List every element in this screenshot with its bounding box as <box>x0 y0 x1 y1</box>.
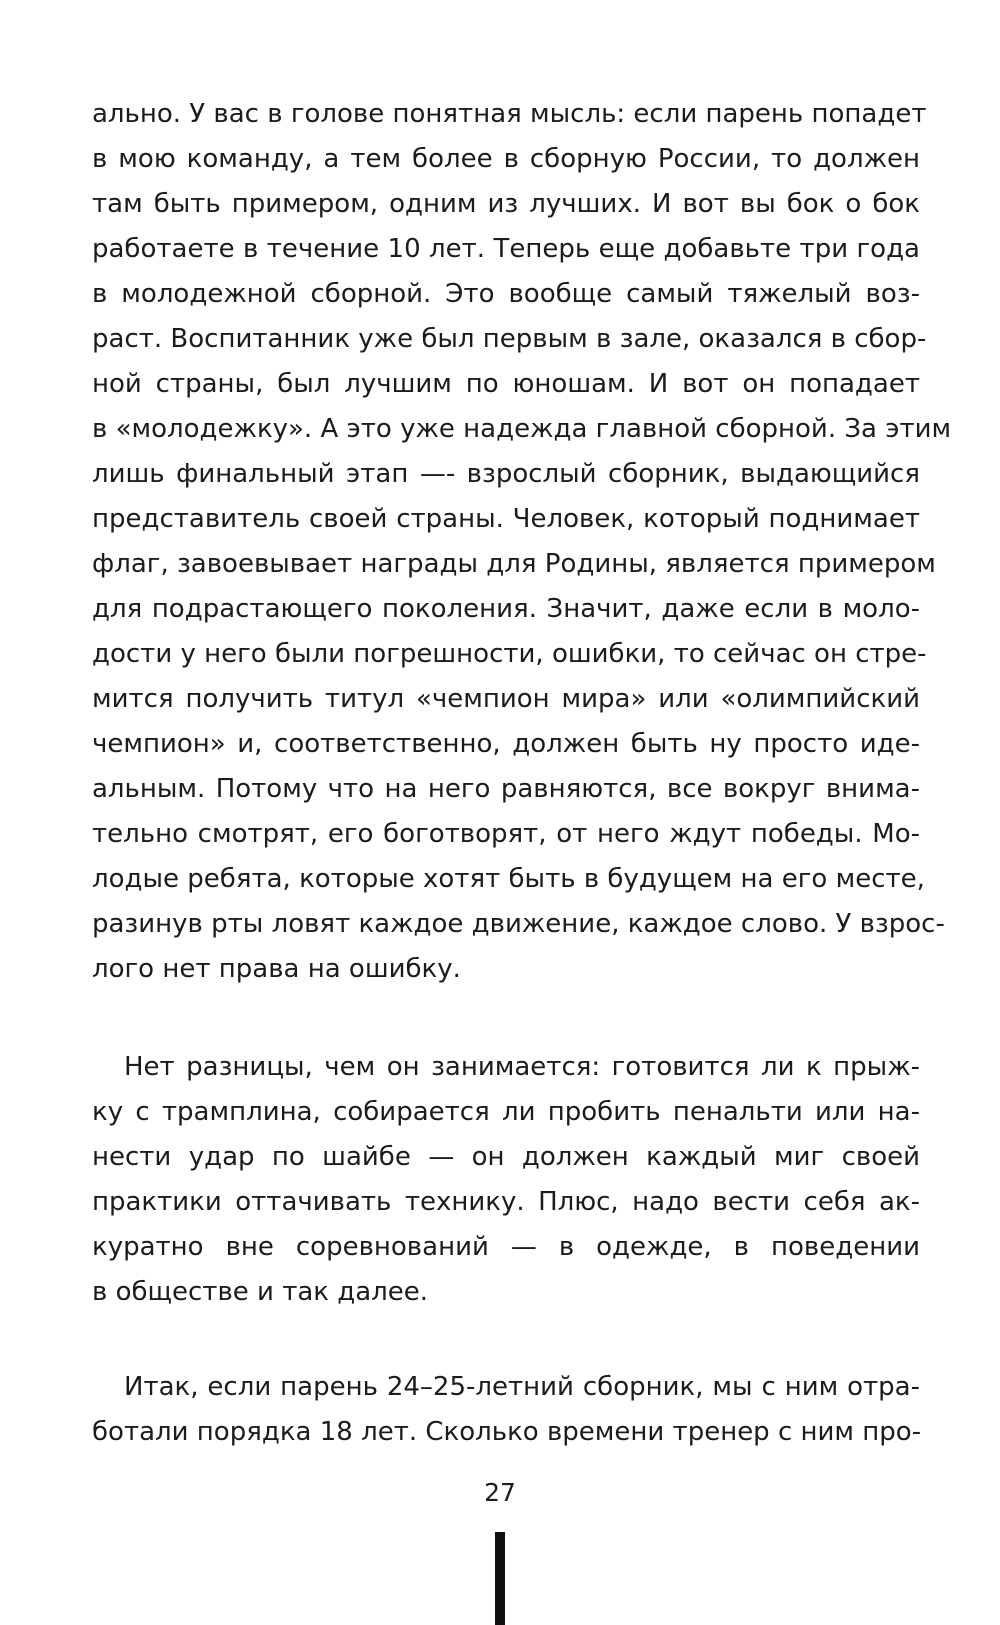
text-line: ку с трамплина, собирается ли пробить пенальти или на- <box>92 1097 920 1127</box>
text-line: представитель своей страны. Человек, который поднимает <box>92 504 920 534</box>
text-line: альным. Потому что на него равняются, все вокруг внима- <box>92 774 920 804</box>
text-line: флаг, завоевывает награды для Родины, является примером <box>92 549 936 579</box>
page-number: 27 <box>484 1478 516 1507</box>
text-line: практики оттачивать технику. Плюс, надо вести себя ак- <box>92 1187 920 1217</box>
text-line: дости у него были погрешности, ошибки, то сейчас он стре- <box>92 639 927 669</box>
text-line: лодые ребята, которые хотят быть в будущем на его месте, <box>92 864 925 894</box>
text-line: Нет разницы, чем он занимается: готовится ли к прыж- <box>124 1052 920 1082</box>
text-line: разинув рты ловят каждое движение, каждое слово. У взрос- <box>92 909 945 939</box>
paragraph-2 <box>92 1045 920 1315</box>
text-line: нести удар по шайбе — он должен каждый миг своей <box>92 1142 920 1172</box>
text-line: лишь финальный этап —- взрослый сборник, выдающийся <box>92 459 920 489</box>
text-line: там быть примером, одним из лучших. И вот вы бок о бок <box>92 189 920 219</box>
text-line: в молодежной сборной. Это вообще самый тяжелый воз- <box>92 279 920 309</box>
text-line: лого нет права на ошибку. <box>92 954 461 984</box>
text-line: в «молодежку». А это уже надежда главной сборной. За этим <box>92 414 952 444</box>
text-line: ботали порядка 18 лет. Сколько времени тренер с ним про- <box>92 1417 922 1447</box>
text-line: тельно смотрят, его боготворят, от него ждут победы. Мо- <box>92 819 920 849</box>
text-line: ально. У вас в голове понятная мысль: если парень попадет <box>92 99 927 129</box>
text-line: для подрастающего поколения. Значит, даже если в моло- <box>92 594 920 624</box>
text-line: работаете в течение 10 лет. Теперь еще добавьте три года <box>92 234 920 264</box>
paragraph-1 <box>92 92 952 992</box>
text-line: раст. Воспитанник уже был первым в зале, оказался в сбор- <box>92 324 927 354</box>
text-line: мится получить титул «чемпион мира» или «олимпийский <box>92 684 920 714</box>
paragraph-3 <box>92 1365 920 1455</box>
text-line: в обществе и так далее. <box>92 1277 429 1307</box>
text-line: ной страны, был лучшим по юношам. И вот он попадает <box>92 369 920 399</box>
chapter-marker-bar <box>495 1532 505 1625</box>
text-line: Итак, если парень 24–25-летний сборник, мы с ним отра- <box>124 1372 920 1402</box>
text-line: в мою команду, а тем более в сборную России, то должен <box>92 144 920 174</box>
text-line: чемпион» и, соответственно, должен быть ну просто иде- <box>92 729 920 759</box>
text-line: куратно вне соревнований — в одежде, в поведении <box>92 1232 920 1262</box>
